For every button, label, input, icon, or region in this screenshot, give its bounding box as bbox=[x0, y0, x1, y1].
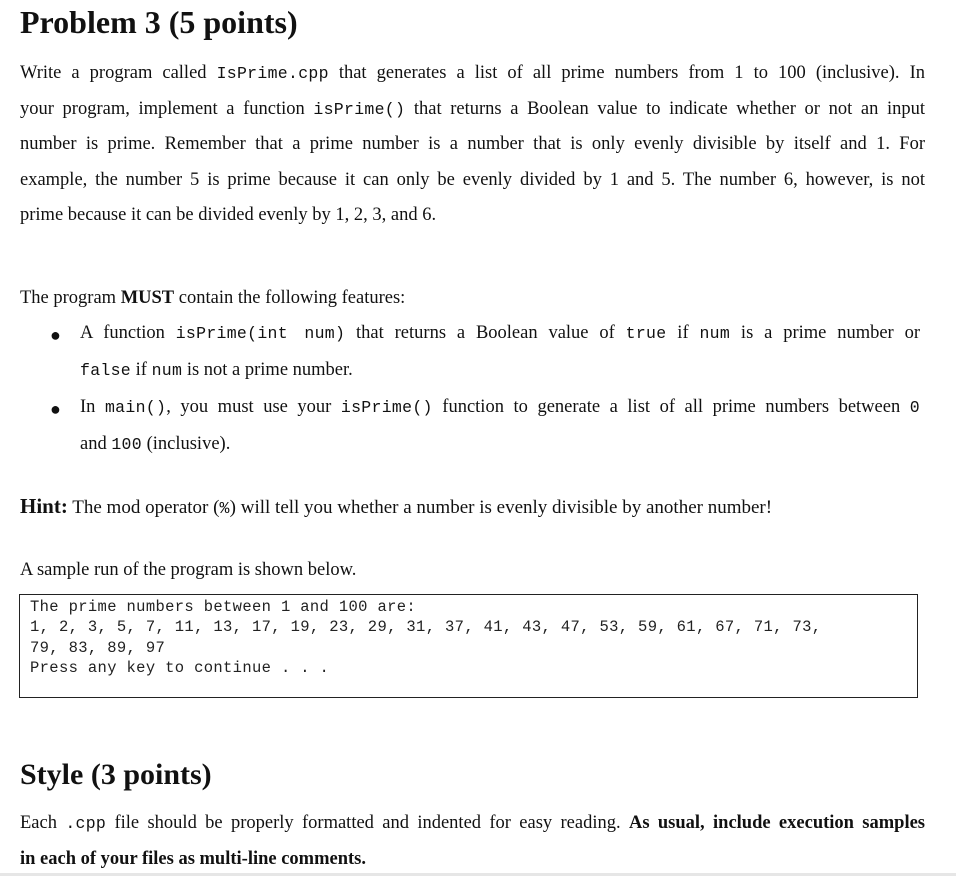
console-line: Press any key to continue . . . bbox=[30, 658, 330, 677]
style-heading: Style (3 points) bbox=[20, 758, 212, 791]
problem-heading: Problem 3 (5 points) bbox=[20, 4, 298, 40]
description-line-2: your program, implement a function isPrime() that returns a Boolean value to indicate whether or not an input bbox=[20, 98, 925, 119]
console-line: The prime numbers between 1 and 100 are: bbox=[30, 598, 417, 616]
description-line-1: Write a program called IsPrime.cpp that generates a list of all prime numbers from 1 to 100 (inclusive). In bbox=[20, 63, 925, 83]
bullet-icon: ● bbox=[50, 399, 61, 419]
feature-item-1: A function isPrime(int num) that returns a Boolean value of true if num is a prime number or false if num is not a prime number. bbox=[80, 323, 920, 380]
description-line-4: example, the number 5 is prime because it can only be evenly divided by 1 and 5. The number 6, however, is not bbox=[20, 169, 925, 190]
console-line: 1, 2, 3, 5, 7, 11, 13, 17, 19, 23, 29, 31, 37, 41, 43, 47, 53, 59, 61, 67, 71, 73, bbox=[30, 618, 822, 637]
feature-item-2: In main(), you must use your isPrime() function to generate a list of all prime numbers between 0 and 100 (inclusive). bbox=[80, 397, 920, 454]
extension-code: .cpp bbox=[65, 814, 107, 833]
description-line-3: number is prime. Remember that a prime number is a number that is only evenly divisible by itself and 1. For bbox=[20, 134, 925, 154]
hint-text: Hint: The mod operator (%) will tell you whether a number is evenly divisible by another number! bbox=[20, 494, 773, 518]
console-line: 79, 83, 89, 97 bbox=[30, 638, 166, 657]
sample-run-intro: A sample run of the program is shown below. bbox=[20, 560, 357, 580]
sample-output-box bbox=[19, 594, 918, 698]
problem-description bbox=[20, 56, 925, 234]
style-description: Each .cpp file should be properly formatted and indented for easy reading. As usual, include execution samples in each of your files as multi-line comments. bbox=[20, 813, 925, 869]
description-line-5: prime because it can be divided evenly by 1, 2, 3, and 6. bbox=[20, 205, 437, 225]
filename-code: IsPrime.cpp bbox=[216, 64, 329, 83]
features-lead: The program MUST contain the following features: bbox=[20, 288, 406, 308]
function-code: isPrime() bbox=[313, 99, 406, 119]
bullet-icon: ● bbox=[50, 325, 61, 345]
